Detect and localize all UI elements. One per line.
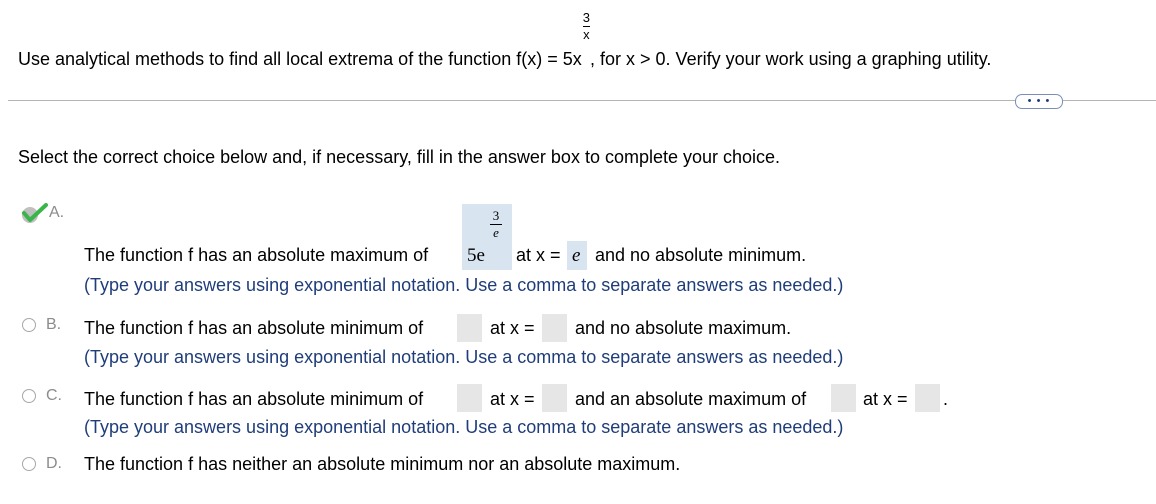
choice-d-radio[interactable] xyxy=(22,457,36,471)
answer-box-c3[interactable] xyxy=(831,384,856,412)
answer1-exp-denominator: e xyxy=(493,225,499,240)
choice-c-text4: at x = xyxy=(863,389,908,409)
answer-box-c2[interactable] xyxy=(542,384,567,412)
question-text xyxy=(18,10,992,70)
choice-c-text5: . xyxy=(943,389,949,409)
choice-a-answer2: e xyxy=(572,245,581,266)
question-exponent xyxy=(583,11,590,42)
divider xyxy=(8,100,1156,101)
choice-a-text2: at x = xyxy=(516,245,561,265)
exponent-numerator: 3 xyxy=(582,10,591,25)
choice-c-text1: The function f has an absolute minimum of xyxy=(84,389,424,409)
choice-b-text2: at x = xyxy=(490,318,535,338)
choice-a-text3: and no absolute minimum. xyxy=(595,245,807,265)
answer1-exp-numerator: 3 xyxy=(492,208,500,223)
choice-c-text3: and an absolute maximum of xyxy=(575,389,807,409)
correct-check-icon xyxy=(20,203,50,230)
choice-b-text3: and no absolute maximum. xyxy=(575,318,792,338)
choice-b-hint: (Type your answers using exponential notation. Use a comma to separate answers as needed.) xyxy=(84,347,844,367)
question-suffix: , for x > 0. Verify your work using a graphing utility. xyxy=(590,49,992,69)
choice-d-letter: D. xyxy=(46,455,62,472)
more-options-button[interactable]: • • • xyxy=(1015,94,1063,109)
choice-c-text2: at x = xyxy=(490,389,535,409)
question-prefix: Use analytical methods to find all local extrema of the function f(x) = 5x xyxy=(18,49,582,69)
choice-a-letter: A. xyxy=(49,204,65,221)
choice-b-text1: The function f has an absolute minimum of xyxy=(84,318,424,338)
choice-a-text1: The function f has an absolute maximum of xyxy=(84,245,429,265)
choice-c-radio[interactable] xyxy=(22,389,36,403)
answer-box-c1[interactable] xyxy=(457,384,482,412)
choice-b-radio[interactable] xyxy=(22,318,36,332)
choice-d-text1: The function f has neither an absolute minimum nor an absolute maximum. xyxy=(84,454,681,474)
exponent-denominator: x xyxy=(583,27,590,42)
choice-c-letter: C. xyxy=(46,387,62,404)
instruction-text: Select the correct choice below and, if necessary, fill in the answer box to complete your choice. xyxy=(18,147,781,167)
choice-a-answer1-exponent xyxy=(490,209,502,240)
choice-a-hint: (Type your answers using exponential notation. Use a comma to separate answers as needed.) xyxy=(84,275,844,295)
choice-c-hint: (Type your answers using exponential notation. Use a comma to separate answers as needed.) xyxy=(84,417,844,437)
choice-b-letter: B. xyxy=(46,316,62,333)
answer-box-b2[interactable] xyxy=(542,314,567,342)
answer-box-b1[interactable] xyxy=(457,314,482,342)
choice-a-answer1-base: 5e xyxy=(467,245,485,266)
answer-box-c4[interactable] xyxy=(915,384,940,412)
